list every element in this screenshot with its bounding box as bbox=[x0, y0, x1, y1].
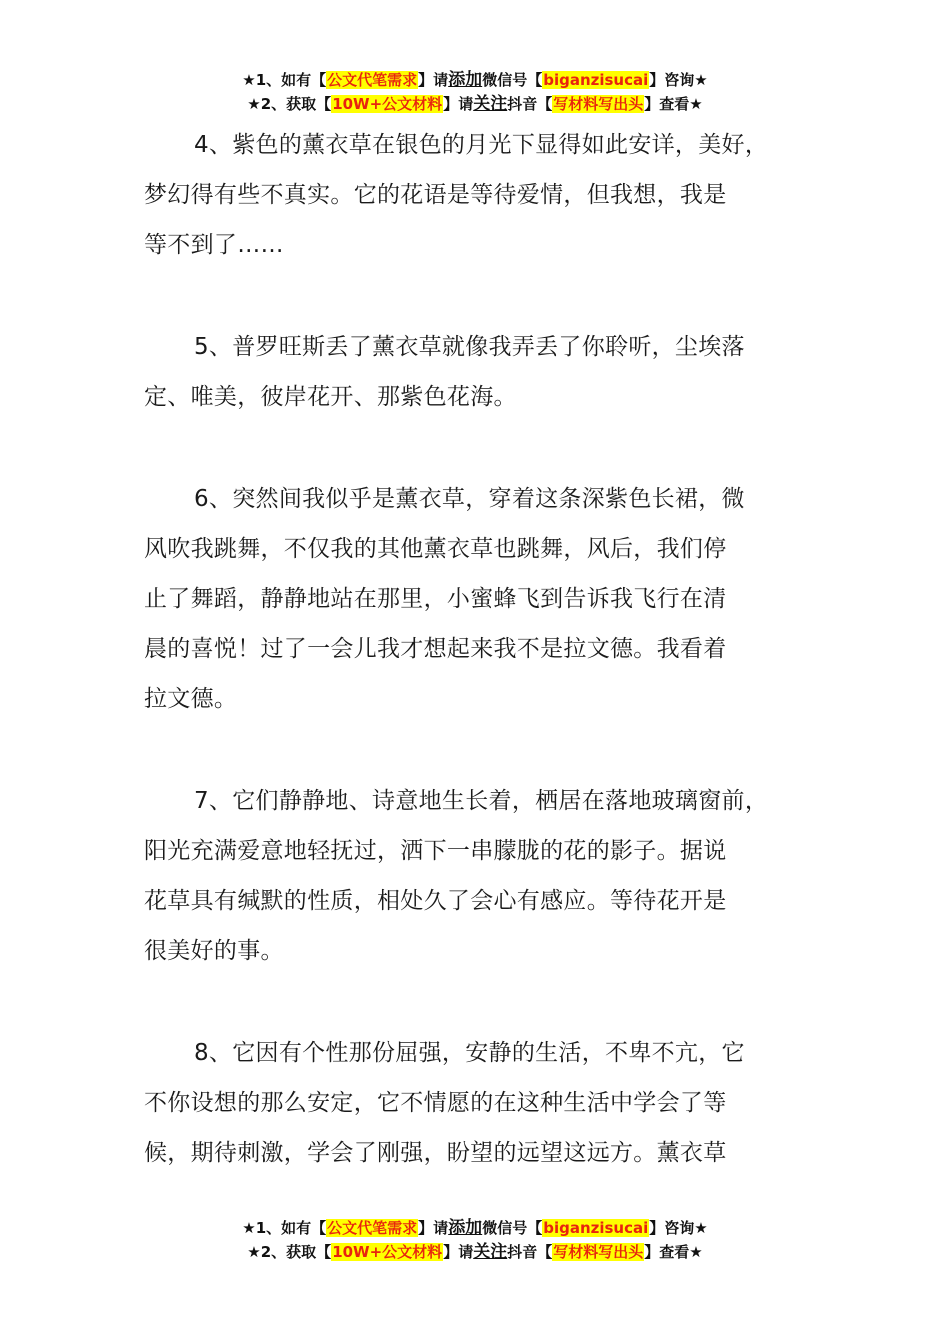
banner-line-2: ★2、获取【10W+公文材料】请关注抖音【写材料写出头】查看★ bbox=[247, 94, 703, 114]
highlight-materials: 10W+公文材料 bbox=[332, 1243, 443, 1261]
footer-banner bbox=[0, 1216, 950, 1264]
footer-line-2: ★2、获取【10W+公文材料】请关注抖音【写材料写出头】查看★ bbox=[247, 1242, 703, 1262]
banner-line-1: ★1、如有【公文代笔需求】请添加微信号【biganzisucai】咨询★ bbox=[242, 70, 708, 90]
underline-follow: 关注 bbox=[473, 1242, 508, 1262]
highlight-douyin-id: 写材料写出头 bbox=[553, 1243, 644, 1261]
highlight-douyin-id: 写材料写出头 bbox=[553, 95, 644, 113]
underline-add: 添加 bbox=[448, 70, 483, 90]
footer-line-1: ★1、如有【公文代笔需求】请添加微信号【biganzisucai】咨询★ bbox=[242, 1218, 708, 1238]
highlight-service: 公文代笔需求 bbox=[327, 71, 418, 89]
highlight-wechat-id: biganzisucai bbox=[543, 1219, 649, 1237]
highlight-materials: 10W+公文材料 bbox=[332, 95, 443, 113]
paragraph-7: 7、它们静静地、诗意地生长着，栖居在落地玻璃窗前， 阳光充满爱意地轻抚过，洒下一串朦胧的花的影子。据说 花草具有缄默的性质，相处久了会心有感应。等待花开是 很美好的事。 bbox=[144, 788, 769, 964]
paragraph-6: 6、突然间我似乎是薰衣草，穿着这条深紫色长裙，微 风吹我跳舞，不仅我的其他薰衣草也跳舞，风后，我们停 止了舞蹈，静静地站在那里，小蜜蜂飞到告诉我飞行在清 晨的喜悦！过了一会儿我才想起来我不是拉文德。我看着 拉文德。 bbox=[144, 486, 745, 712]
underline-add: 添加 bbox=[448, 1218, 483, 1238]
document-body bbox=[144, 120, 824, 1230]
paragraph-8: 8、它因有个性那份屈强，安静的生活，不卑不亢，它 不你设想的那么安定，它不情愿的在这种生活中学会了等 候，期待刺激，学会了刚强，盼望的远望这远方。薰衣草 bbox=[144, 1040, 745, 1166]
underline-follow: 关注 bbox=[473, 94, 508, 114]
highlight-service: 公文代笔需求 bbox=[327, 1219, 418, 1237]
paragraph-4: 4、紫色的薰衣草在银色的月光下显得如此安详，美好， 梦幻得有些不真实。它的花语是等待爱情，但我想，我是 等不到了…… bbox=[144, 132, 769, 258]
highlight-wechat-id: biganzisucai bbox=[543, 71, 649, 89]
paragraph-5: 5、普罗旺斯丢了薰衣草就像我弄丢了你聆听，尘埃落 定、唯美，彼岸花开、那紫色花海。 bbox=[144, 334, 745, 410]
header-banner bbox=[0, 68, 950, 116]
